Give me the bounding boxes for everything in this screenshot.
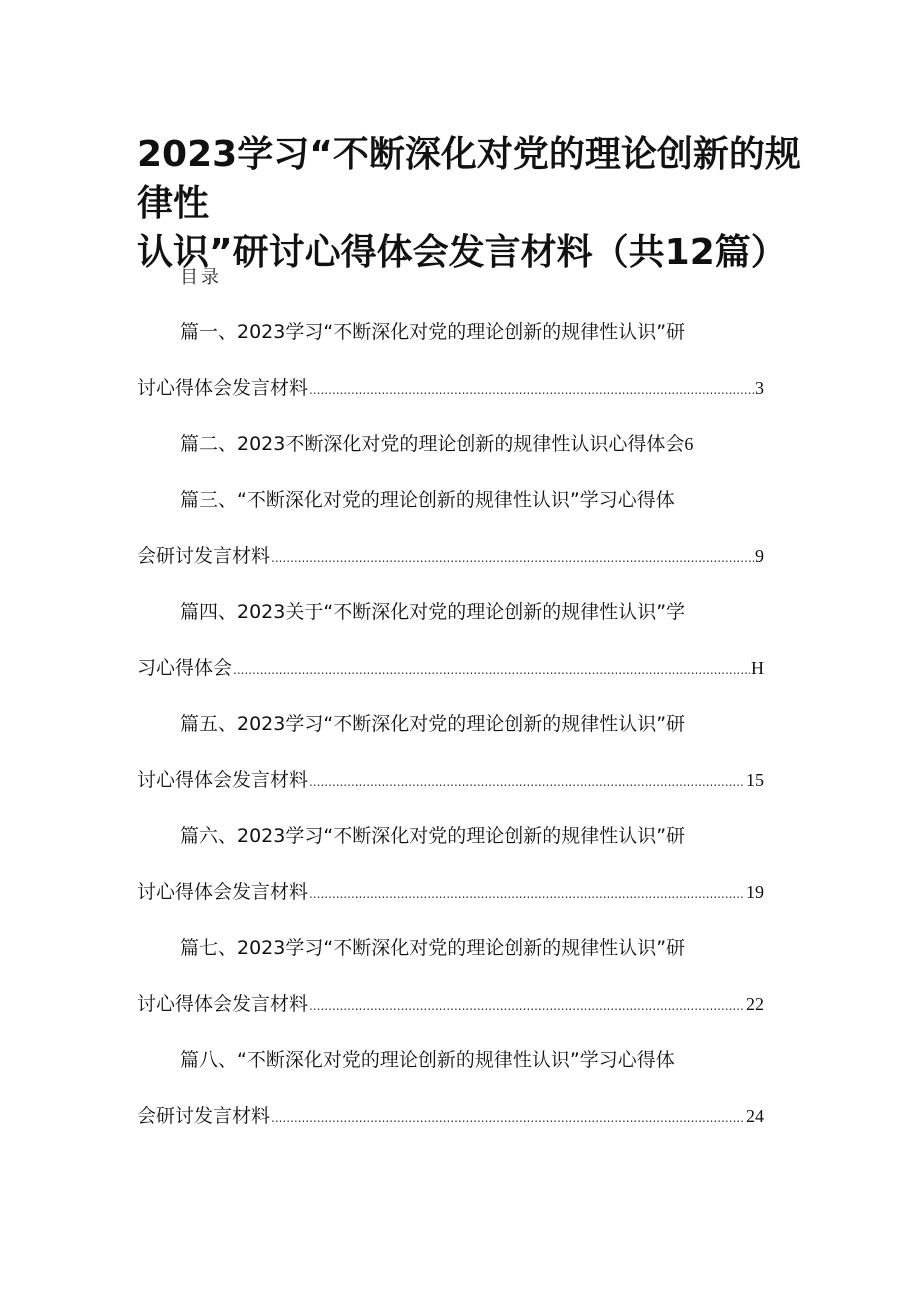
toc-heading: 目录 xyxy=(180,267,222,288)
toc-entry-4-title[interactable]: 篇四、2023关于“不断深化对党的理论创新的规律性认识”学 xyxy=(180,601,686,623)
toc-entry-4-continuation[interactable] xyxy=(137,654,764,684)
toc-entry-3-continuation[interactable] xyxy=(137,542,764,572)
toc-entry-3-page: 9 xyxy=(755,546,764,566)
toc-entry-6-page: 19 xyxy=(746,882,764,902)
toc-entry-2-page: 6 xyxy=(684,434,694,454)
toc-entry-1-title[interactable]: 篇一、2023学习“不断深化对党的理论创新的规律性认识”研 xyxy=(180,321,686,343)
dot-leader xyxy=(271,1104,745,1132)
toc-entry-3-title-cont: 会研讨发言材料 xyxy=(137,545,271,567)
dot-leader xyxy=(309,992,745,1020)
toc-entry-5-page: 15 xyxy=(746,770,764,790)
toc-entry-1-title-cont: 讨心得体会发言材料 xyxy=(137,377,309,399)
toc-entry-4-page: H xyxy=(751,658,764,678)
toc-entry-1-page: 3 xyxy=(755,378,764,398)
dot-leader xyxy=(233,656,750,684)
toc-entry-5-title-cont: 讨心得体会发言材料 xyxy=(137,769,309,791)
toc-entry-8-title[interactable]: 篇八、“不断深化对党的理论创新的规律性认识”学习心得体 xyxy=(180,1049,675,1071)
toc-entry-8-title-cont: 会研讨发言材料 xyxy=(137,1105,271,1127)
dot-leader xyxy=(309,880,745,908)
toc-entry-7-page: 22 xyxy=(746,994,764,1014)
toc-entry-3-title[interactable]: 篇三、“不断深化对党的理论创新的规律性认识”学习心得体 xyxy=(180,489,675,511)
toc-entry-5-continuation[interactable] xyxy=(137,766,764,796)
toc-entry-7-title-cont: 讨心得体会发言材料 xyxy=(137,993,309,1015)
dot-leader xyxy=(309,768,745,796)
toc-entry-6-title[interactable]: 篇六、2023学习“不断深化对党的理论创新的规律性认识”研 xyxy=(180,825,686,847)
toc-entry-6-continuation[interactable] xyxy=(137,878,764,908)
toc-entry-6-title-cont: 讨心得体会发言材料 xyxy=(137,881,309,903)
toc-entry-5-title[interactable]: 篇五、2023学习“不断深化对党的理论创新的规律性认识”研 xyxy=(180,713,686,735)
toc-entry-2[interactable] xyxy=(180,430,764,458)
dot-leader xyxy=(271,544,754,572)
document-title: 2023学习“不断深化对党的理论创新的规律性 认识”研讨心得体会发言材料（共12篇） xyxy=(137,134,801,273)
dot-leader xyxy=(309,376,754,404)
toc-entry-7-title[interactable]: 篇七、2023学习“不断深化对党的理论创新的规律性认识”研 xyxy=(180,937,686,959)
toc-entry-2-title: 篇二、2023不断深化对党的理论创新的规律性认识心得体会 xyxy=(180,433,685,455)
toc-entry-7-continuation[interactable] xyxy=(137,990,764,1020)
toc-entry-4-title-cont: 习心得体会 xyxy=(137,657,233,679)
toc-entry-8-continuation[interactable] xyxy=(137,1102,764,1132)
toc-entry-1-continuation[interactable] xyxy=(137,374,764,404)
toc-entry-8-page: 24 xyxy=(746,1106,764,1126)
